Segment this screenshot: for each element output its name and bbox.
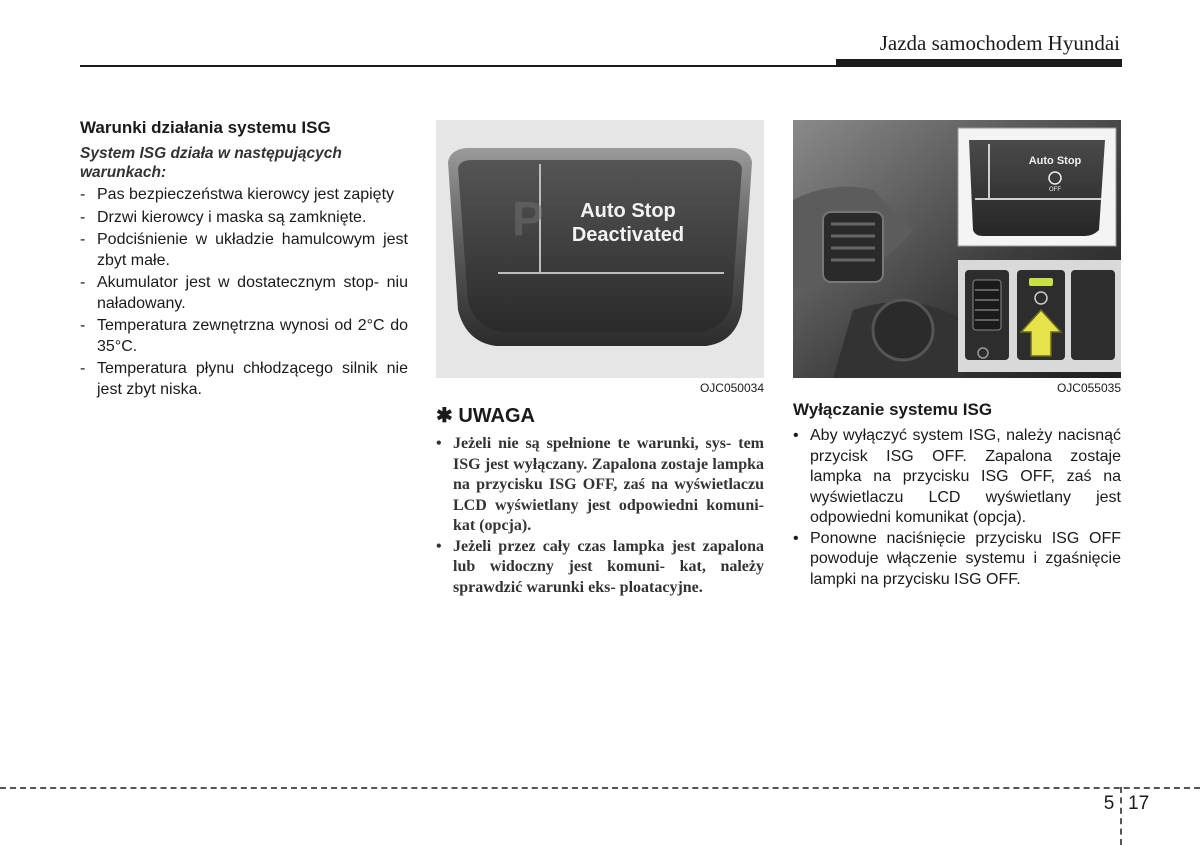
list-item: - Akumulator jest w dostatecznym stop- niu naładowany. <box>80 274 408 312</box>
dashboard-photo-illustration <box>793 120 1121 378</box>
isg-conditions-section <box>80 118 408 402</box>
footer-rule <box>0 787 1200 789</box>
isg-indicator-lamp <box>1029 278 1053 286</box>
gear-letter: P <box>512 193 545 246</box>
isg-off-list <box>793 426 1121 590</box>
footer-divider <box>1120 787 1122 845</box>
list-item: - Drzwi kierowcy i maska są zamknięte. <box>80 208 367 226</box>
inset-off-label: OFF <box>1049 187 1061 193</box>
list-item: • Jeżeli nie są spełnione te warunki, sys- tem ISG jest wyłączany. Zapalona zostaje lampka na przycisku ISG OFF, zaś na wyświetlaczu LCD wyświetlany jest odpowiedni komuni- kat (opcja). <box>436 435 764 534</box>
section-subheading: System ISG działa w następujących warunkach: <box>80 145 342 181</box>
figure-caption: OJC050034 <box>699 381 764 395</box>
figure-caption: OJC055035 <box>1056 381 1121 395</box>
chapter-number: 5 <box>1103 793 1115 814</box>
inset-display-text: Auto Stop <box>1028 155 1082 167</box>
list-item: - Pas bezpieczeństwa kierowcy jest zapięty <box>80 186 395 203</box>
header-title: Jazda samochodem Hyundai <box>879 31 1120 55</box>
section-heading: Warunki działania systemu ISG <box>80 118 331 137</box>
display-text-line2: Deactivated <box>571 224 685 246</box>
section-heading: Wyłączanie systemu ISG <box>793 400 993 419</box>
page-number: 17 <box>1128 793 1150 814</box>
header-rule-accent <box>836 59 1122 67</box>
asterisk-icon: ✱ <box>436 405 453 427</box>
isg-off-section <box>793 120 1121 590</box>
list-item: • Ponowne naciśnięcie przycisku ISG OFF powoduje włączenie systemu i zgaśnięcie lampki na przycisku ISG OFF. <box>793 529 1121 588</box>
list-item: - Podciśnienie w układzie hamulcowym jest zbyt małe. <box>80 231 408 269</box>
cluster-display-illustration <box>436 120 764 378</box>
header-rule <box>80 65 840 67</box>
display-text-line1: Auto Stop <box>580 200 676 222</box>
list-item: - Temperatura płynu chłodzącego silnik nie jest zbyt niska. <box>80 360 408 398</box>
figure-and-warning-column <box>436 120 764 598</box>
warning-heading: ✱ UWAGA <box>436 405 535 427</box>
cluster-display-figure <box>436 120 764 378</box>
warning-list <box>436 434 764 598</box>
conditions-list <box>80 185 408 400</box>
list-item: • Aby wyłączyć system ISG, należy nacisnąć przycisk ISG OFF. Zapalona zostaje lampka na przycisku ISG OFF, zaś na wyświetlaczu LCD wyświetlany jest odpowiedni komunikat (opcja). <box>793 427 1121 526</box>
list-item: • Jeżeli przez cały czas lampka jest zapalona lub widoczny jest komuni- kat, należy sprawdzić warunki eks- ploatacyjne. <box>436 537 764 596</box>
list-item: - Temperatura zewnętrzna wynosi od 2°C do 35°C. <box>80 317 408 355</box>
dashboard-button-figure <box>793 120 1121 378</box>
